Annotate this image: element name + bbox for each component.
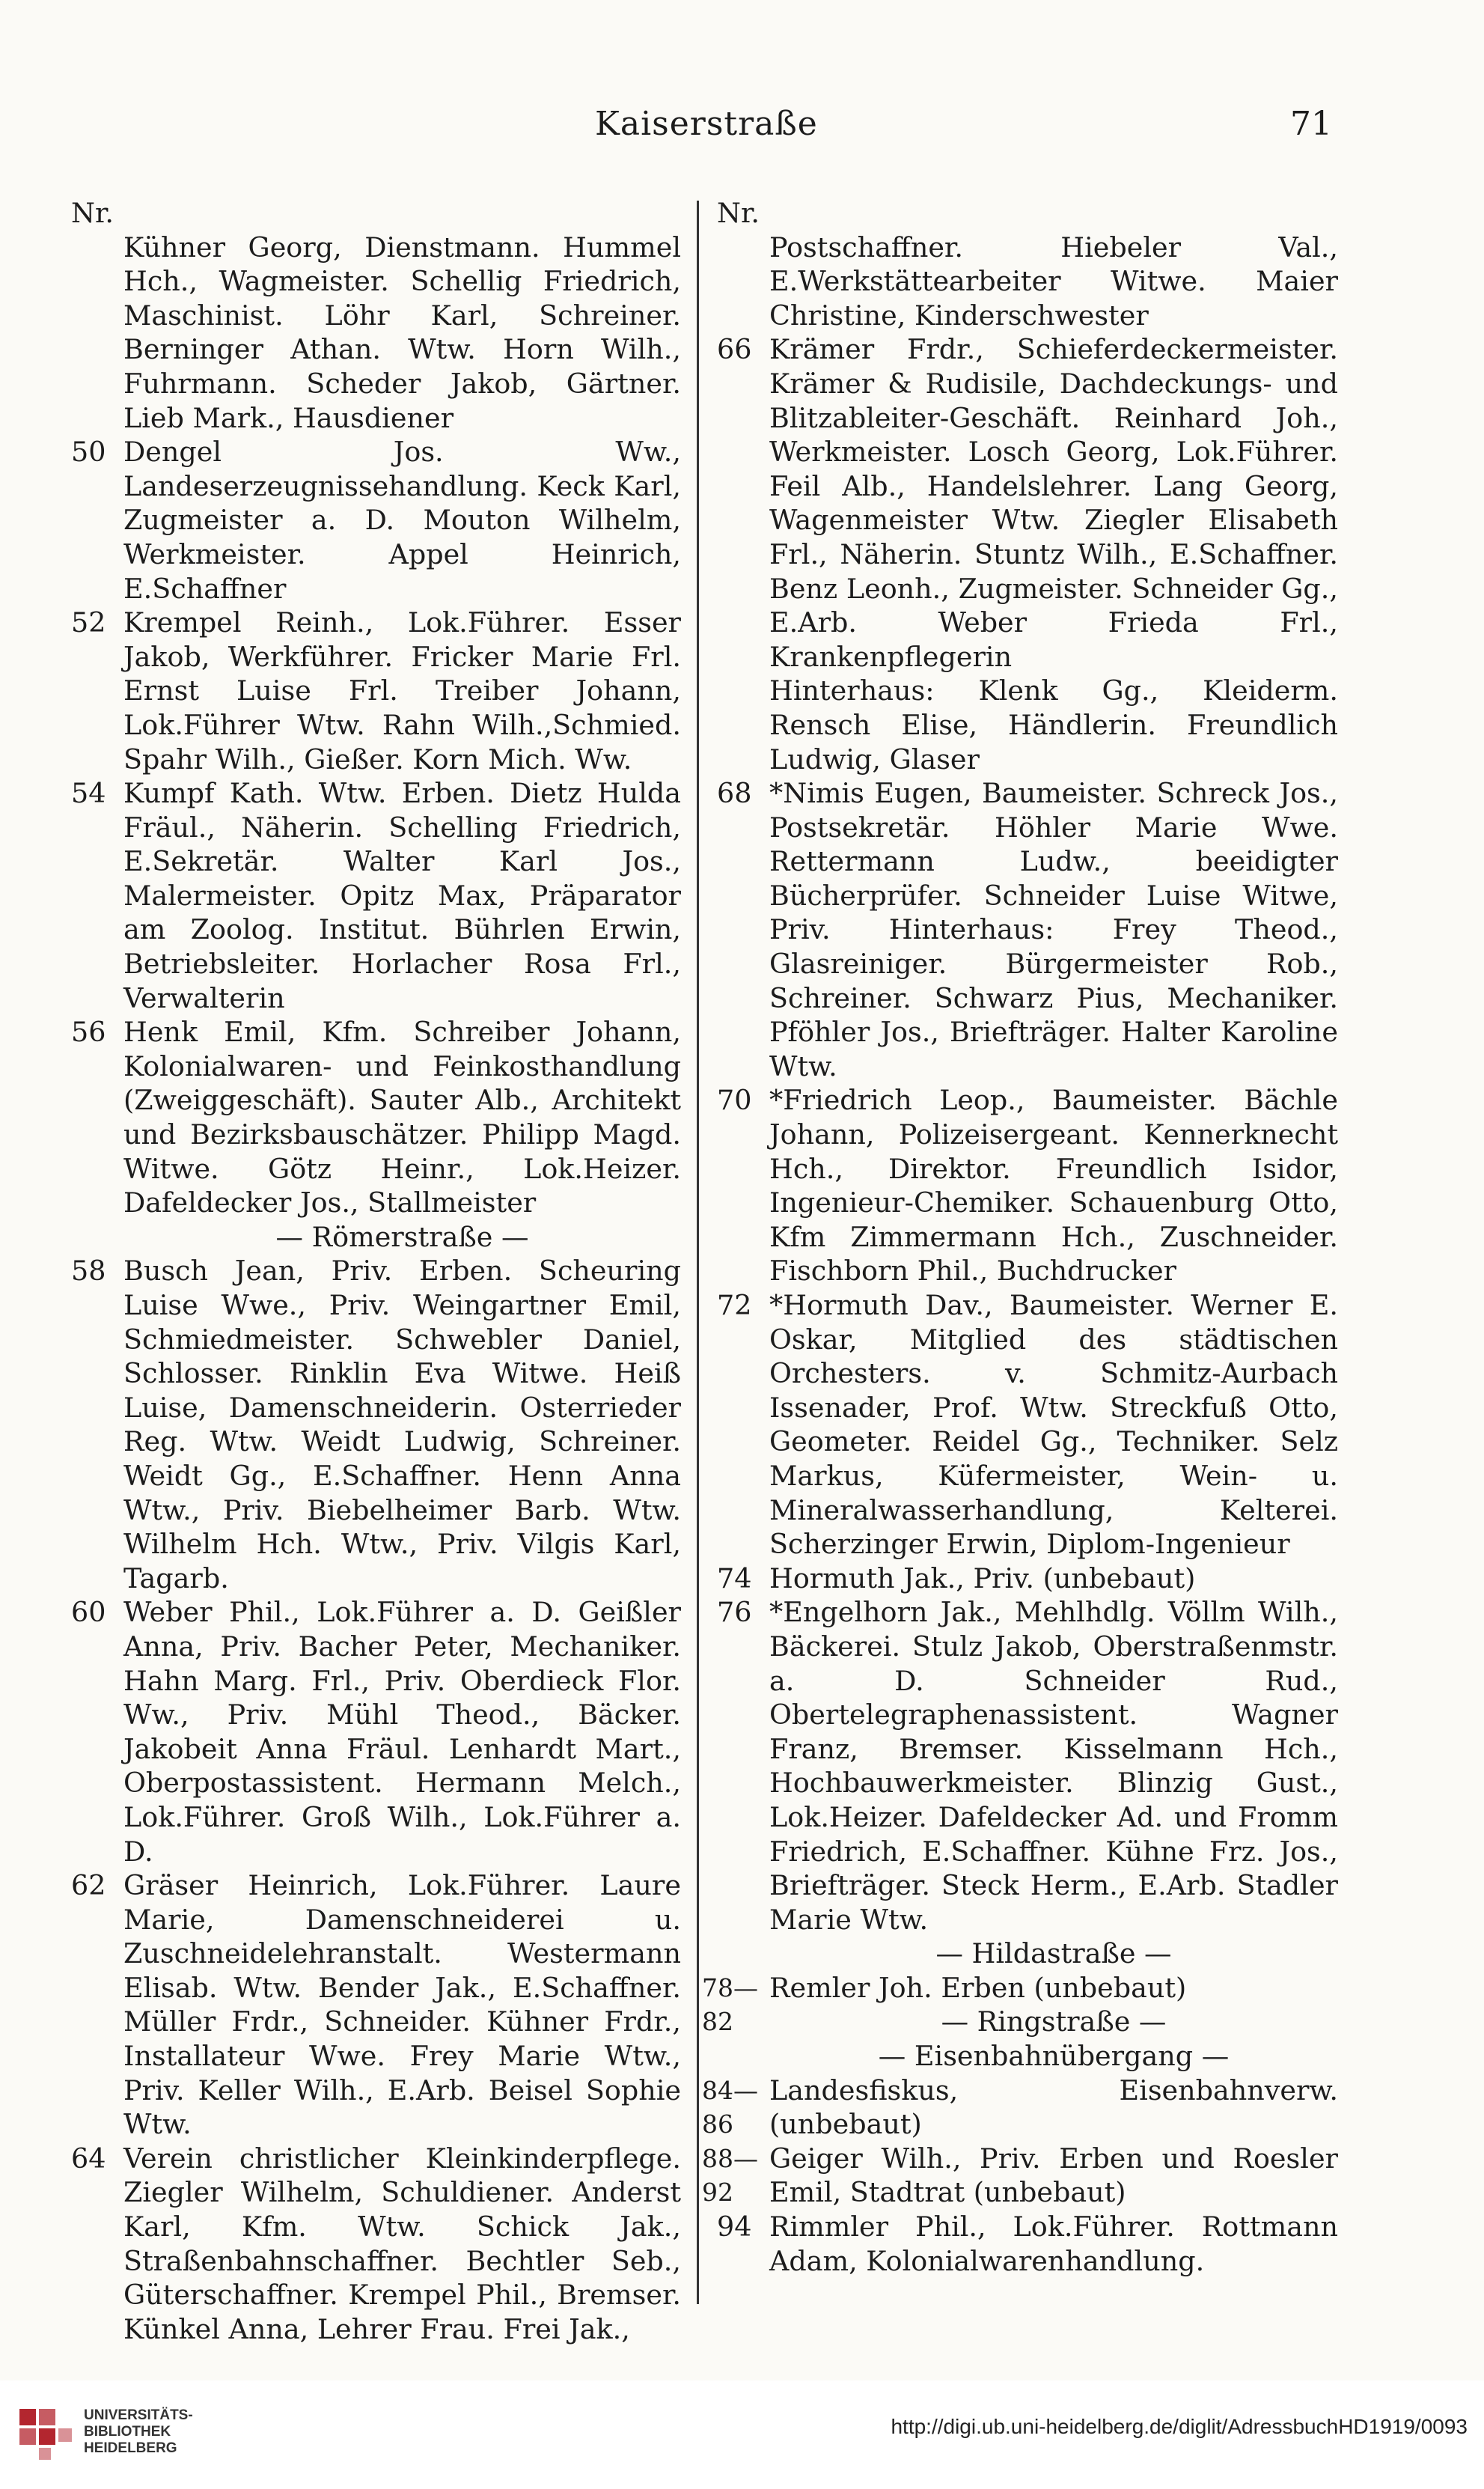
resident-list: Postschaffner. Hiebeler Val., E.Werkstättearbeiter Witwe. Maier Christine, Kinderschwester (769, 231, 1338, 332)
resident-list: Remler Joh. Erben (unbebaut) (769, 1971, 1187, 2004)
column-divider (697, 201, 699, 2304)
house-number: 72 (717, 1289, 752, 1321)
house-number: 56 (71, 1016, 106, 1049)
resident-list: Krempel Reinh., Lok.Führer. Esser Jakob, Werkführer. Fricker Marie Frl. Ernst Luise Frl. Treiber Johann, Lok.Führer Wtw. Rahn Wilh.,Schmied. Spahr Wilh., Gießer. Korn Mich. Ww. (123, 606, 681, 776)
house-number: 60 (71, 1596, 106, 1629)
house-number: 64 (71, 2142, 106, 2175)
address-entry (71, 606, 681, 776)
resident-list: *Hormuth Dav., Baumeister. Werner E. Oskar, Mitglied des städtischen Orchesters. v. Schmitz-Aurbach Issenader, Prof. Wtw. Streckfuß Otto, Geometer. Reidel Gg., Techniker. Selz Markus, Küfermeister, Wein- u. Mineralwasserhandlung, Kelterei. Scherzinger Erwin, Diplom-Ingenieur (769, 1289, 1338, 1561)
resident-list: Henk Emil, Kfm. Schreiber Johann, Kolonialwaren- und Feinkosthandlung (Zweiggeschäft). Sauter Alb., Architekt und Bezirksbauschätzer. Philipp Magd. Witwe. Götz Heinr., Lok.Heizer. Dafeldecker Jos., Stallmeister (123, 1016, 681, 1219)
resident-list: *Nimis Eugen, Baumeister. Schreck Jos., Postsekretär. Höhler Marie Wwe. Rettermann Ludw., beeidigter Bücherprüfer. Schneider Luise Witwe, Priv. Hinterhaus: Frey Theod., Glasreiniger. Bürgermeister Rob., Schreiner. Schwarz Pius, Mechaniker. Pföhler Jos., Briefträger. Halter Karoline Wtw. (769, 777, 1338, 1082)
source-url-link[interactable]: http://digi.ub.uni-heidelberg.de/diglit/AdressbuchHD1919/0093 (891, 2415, 1468, 2438)
resident-list: Rimmler Phil., Lok.Führer. Rottmann Adam, Kolonialwarenhandlung. (769, 2211, 1338, 2277)
house-number: 54 (71, 777, 106, 810)
address-entry (717, 1595, 1338, 1937)
address-entry (71, 776, 681, 1015)
address-entry (71, 435, 681, 606)
address-entry (717, 776, 1338, 1083)
resident-list: Hormuth Jak., Priv. (unbebaut) (769, 1562, 1196, 1594)
resident-list: Kühner Georg, Dienstmann. Hummel Hch., Wagmeister. Schellig Friedrich, Maschinist. Löhr Karl, Schreiner. Berninger Athan. Wtw. Horn Wilh., Fuhrmann. Scheder Jakob, Gärtner. Lieb Mark., Hausdiener (123, 231, 681, 434)
address-entry (71, 1015, 681, 1220)
right-column (702, 196, 1338, 2278)
resident-list: Verein christlicher Kleinkinderpflege. Ziegler Wilhelm, Schuldiener. Anderst Karl, Kfm. Wtw. Schick Jak., Straßenbahnschaffner. Bechtler Seb., Güterschaffner. Krempel Phil., Bremser. Künkel Anna, Lehrer Frau. Frei Jak., (123, 2142, 681, 2345)
house-number: 62 (71, 1869, 106, 1902)
house-number: 52 (71, 606, 106, 639)
library-name-line: BIBLIOTHEK (84, 2424, 171, 2440)
library-name (84, 2407, 193, 2457)
house-number: 50 (71, 436, 106, 469)
resident-list: Hinterhaus: Klenk Gg., Kleiderm. Rensch Elise, Händlerin. Freundlich Ludwig, Glaser (769, 674, 1338, 776)
footer (0, 2380, 1484, 2489)
cross-street-label: — Eisenbahnübergang — (878, 2040, 1230, 2073)
resident-list: Weber Phil., Lok.Führer a. D. Geißler Anna, Priv. Bacher Peter, Mechaniker. Hahn Marg. Frl., Priv. Oberdieck Flor. Ww., Priv. Mühl Theod., Bäcker. Jakobeit Anna Fräul. Lenhardt Mart., Oberpostassistent. Hermann Melch., Lok.Führer. Groß Wilh., Lok.Führer a. D. (123, 1596, 681, 1868)
resident-list: *Engelhorn Jak., Mehlhdlg. Völlm Wilh., Bäckerei. Stulz Jakob, Oberstraßenmstr. a. D. Schneider Rud., Obertelegraphenassistent. Wagner Franz, Bremser. Kisselmann Hch., Hochbauwerkmeister. Blinzig Gust., Lok.Heizer. Dafeldecker Ad. und Fromm Friedrich, E.Schaffner. Kühne Frz. Jos., Briefträger. Steck Herm., E.Arb. Stadler Marie Wtw. (769, 1596, 1338, 1936)
house-number: 78—82 (702, 1972, 758, 2037)
cross-street-label: — Römerstraße — (275, 1220, 529, 1253)
page-number: 71 (1290, 105, 1332, 143)
address-entry (717, 674, 1338, 776)
left-column (71, 196, 681, 2346)
column-number-label: Nr. (717, 197, 760, 229)
resident-list: Dengel Jos. Ww., Landeserzeugnissehandlung. Keck Karl, Zugmeister a. D. Mouton Wilhelm, Werkmeister. Appel Heinrich, E.Schaffner (123, 436, 681, 605)
house-number: 88—92 (702, 2143, 758, 2208)
house-number: 70 (717, 1084, 752, 1117)
library-name-line: HEIDELBERG (84, 2440, 177, 2456)
address-entry (71, 1868, 681, 2142)
cross-street-label: — Ringstraße — (941, 2005, 1167, 2038)
address-entry (717, 1562, 1338, 1596)
house-number: 68 (717, 777, 752, 810)
resident-list: Busch Jean, Priv. Erben. Scheuring Luise Wwe., Priv. Weingartner Emil, Schmiedmeister. Schwebler Daniel, Schlosser. Rinklin Eva Witwe. Heiß Luise, Damenschneiderin. Osterrieder Reg. Wtw. Weidt Ludwig, Schreiner. Weidt Gg., E.Schaffner. Henn Anna Wtw., Priv. Biebelheimer Barb. Wtw. Wilhelm Hch. Wtw., Priv. Vilgis Karl, Tagarb. (123, 1255, 681, 1594)
address-entry (717, 1288, 1338, 1562)
house-number: 94 (717, 2211, 752, 2243)
resident-list: Geiger Wilh., Priv. Erben und Roesler Emil, Stadtrat (unbebaut) (769, 2142, 1338, 2209)
address-entry (717, 231, 1338, 333)
resident-list: Landesfiskus, Eisenbahnverw. (unbebaut) (769, 2074, 1338, 2141)
page-header (0, 105, 1484, 150)
cross-street-label: — Hildastraße — (935, 1937, 1172, 1970)
address-entry (702, 2142, 1338, 2210)
address-entry (717, 332, 1338, 674)
address-entry (71, 1595, 681, 1868)
resident-list: Gräser Heinrich, Lok.Führer. Laure Marie, Damenschneiderei u. Zuschneidelehranstalt. Westermann Elisab. Wtw. Bender Jak., E.Schaffner. Müller Frdr., Schneider. Kühner Frdr., Installateur Wwe. Frey Marie Wtw., Priv. Keller Wilh., E.Arb. Beisel Sophie Wtw. (123, 1869, 681, 2141)
library-name-line: UNIVERSITÄTS- (84, 2407, 193, 2423)
house-number: 84—86 (702, 2075, 758, 2139)
address-entry (71, 2142, 681, 2347)
address-entry (717, 2210, 1338, 2278)
house-number: 66 (717, 333, 752, 366)
resident-list: Krämer Frdr., Schieferdeckermeister. Krämer & Rudisile, Dachdeckungs- und Blitzableiter-Geschäft. Reinhard Joh., Werkmeister. Losch Georg, Lok.Führer. Feil Alb., Handelslehrer. Lang Georg, Wagenmeister Wtw. Ziegler Elisabeth Frl., Näherin. Stuntz Wilh., E.Schaffner. Benz Leonh., Zugmeister. Schneider Gg., E.Arb. Weber Frieda Frl., Krankenpflegerin (769, 333, 1338, 673)
address-entry (71, 231, 681, 436)
house-number: 74 (717, 1562, 752, 1594)
resident-list: Kumpf Kath. Wtw. Erben. Dietz Hulda Fräul., Näherin. Schelling Friedrich, E.Sekretär. Walter Karl Jos., Malermeister. Opitz Max, Präparator am Zoolog. Institut. Bührlen Erwin, Betriebsleiter. Horlacher Rosa Frl., Verwalterin (123, 777, 681, 1014)
address-entry (71, 1254, 681, 1595)
university-seal-icon (16, 2403, 76, 2463)
column-number-label: Nr. (71, 197, 114, 229)
resident-list: *Friedrich Leop., Baumeister. Bächle Johann, Polizeisergeant. Kennerknecht Hch., Direktor. Freundlich Isidor, Ingenieur-Chemiker. Schauenburg Otto, Kfm Zimmermann Hch., Zuschneider. Fischborn Phil., Buchdrucker (769, 1084, 1338, 1288)
house-number: 76 (717, 1596, 752, 1629)
address-entry (717, 1083, 1338, 1288)
house-number: 58 (71, 1255, 106, 1288)
address-entry (702, 2074, 1338, 2142)
page-title: Kaiserstraße (595, 105, 818, 143)
